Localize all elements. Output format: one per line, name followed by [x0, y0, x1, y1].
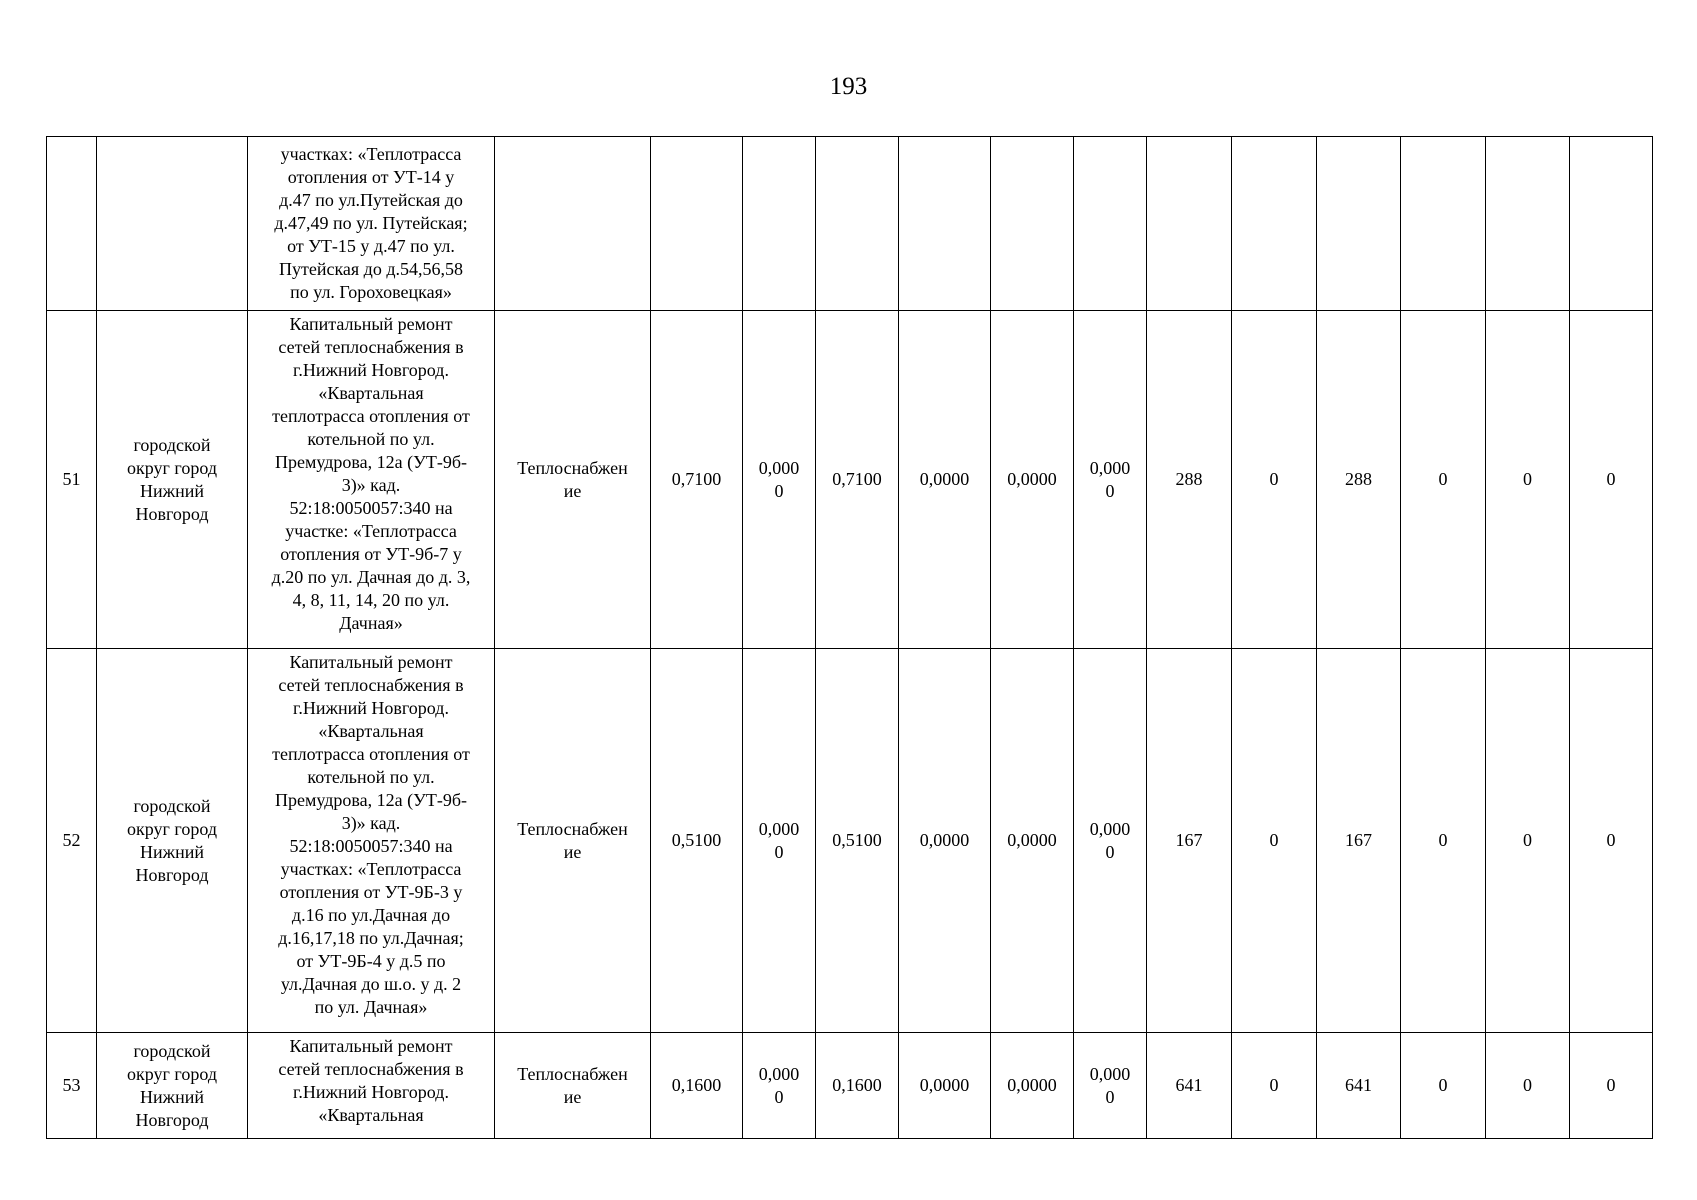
cell-text-line: Теплоснабжен: [517, 818, 628, 839]
cell-text-line: 0,000: [1089, 818, 1131, 839]
length-prior-cell: [743, 137, 816, 311]
length-plan-cell: [816, 649, 899, 1033]
cell-text-line: 288: [1345, 469, 1372, 489]
length-y2-cell: [991, 649, 1074, 1033]
cost-y2-cell: [1486, 311, 1570, 649]
project-table: [46, 136, 1653, 1139]
cell-text-line: участках: «Теплотрасса: [280, 859, 462, 879]
row-number-cell: [47, 1033, 97, 1139]
cell-text-line: 0: [1269, 469, 1279, 489]
cell-text-line: 52: [62, 830, 81, 850]
cell-text-line: 0,5100: [832, 830, 882, 850]
cell-text-line: 0,0000: [1007, 830, 1057, 850]
cost-total-cell: [1147, 137, 1232, 311]
cost-y1-cell: [1401, 649, 1486, 1033]
cell-text-line: 0: [774, 841, 784, 862]
cost-prior-cell: [1232, 137, 1317, 311]
row-number-cell: [47, 649, 97, 1033]
length-y3-cell: [1074, 137, 1147, 311]
cell-text-line: 0: [1606, 469, 1616, 489]
cell-text-line: «Квартальная: [318, 383, 424, 403]
cell-text-line: городской: [133, 1040, 211, 1061]
cell-text-line: отопления от УТ-9б-7 у: [280, 544, 462, 564]
cost-prior-cell: [1232, 649, 1317, 1033]
service-type-cell: [495, 311, 651, 649]
length-total-cell: [651, 137, 743, 311]
municipality-cell: [97, 311, 248, 649]
cell-text-line: д.47 по ул.Путейская до: [279, 190, 463, 210]
cell-text-line: от УТ-9Б-4 у д.5 по: [296, 951, 446, 971]
cell-text-line: 288: [1175, 469, 1203, 489]
cell-text-line: Капитальный ремонт: [289, 314, 453, 334]
length-total-cell: [651, 311, 743, 649]
cell-text-line: 0,5100: [671, 830, 722, 850]
cell-text-line: Нижний: [140, 841, 204, 862]
cell-text-line: 0,1600: [671, 1075, 722, 1095]
cell-text-line: 0: [1105, 1086, 1115, 1107]
cell-text-line: 641: [1175, 1075, 1203, 1095]
length-prior-cell: [743, 311, 816, 649]
cell-text-line: «Квартальная: [318, 1105, 424, 1125]
description-cell: [248, 137, 495, 311]
cost-y1-cell: [1401, 1033, 1486, 1139]
cell-text-line: Капитальный ремонт: [289, 652, 453, 672]
cell-text-line: ие: [563, 480, 582, 501]
cell-text-line: 0: [1606, 830, 1616, 850]
cost-y3-cell: [1570, 649, 1653, 1033]
service-type-cell: [495, 649, 651, 1033]
row-number-cell: [47, 137, 97, 311]
cell-text-line: отопления от УТ-14 у: [287, 167, 455, 187]
service-type-cell: [495, 1033, 651, 1139]
cell-text-line: д.16 по ул.Дачная до: [291, 905, 451, 925]
cell-text-line: 52:18:0050057:340 на: [289, 498, 453, 518]
cell-text-line: городской: [133, 795, 211, 816]
cell-text-line: округ город: [127, 1063, 217, 1084]
municipality-cell: [97, 649, 248, 1033]
description-cell: [248, 311, 495, 649]
cell-text-line: д.20 по ул. Дачная до д. 3,: [271, 567, 471, 587]
row-number-cell: [47, 311, 97, 649]
length-y1-cell: [899, 649, 991, 1033]
cell-text-line: ие: [563, 1086, 582, 1107]
length-total-cell: [651, 1033, 743, 1139]
length-prior-cell: [743, 1033, 816, 1139]
cost-y2-cell: [1486, 649, 1570, 1033]
length-plan-cell: [816, 1033, 899, 1139]
table-row: [47, 137, 1653, 311]
cell-text-line: 3)» кад.: [341, 475, 401, 495]
cell-text-line: 0,1600: [832, 1075, 882, 1095]
cell-text-line: ие: [563, 841, 582, 862]
length-y2-cell: [991, 311, 1074, 649]
cell-text-line: 0: [1269, 1075, 1279, 1095]
cost-total-cell: [1147, 1033, 1232, 1139]
cost-y1-cell: [1401, 311, 1486, 649]
cell-text-line: сетей теплоснабжения в: [278, 1059, 464, 1079]
cell-text-line: округ город: [127, 457, 217, 478]
cell-text-line: 0,0000: [919, 1075, 970, 1095]
cell-text-line: 0: [1523, 1075, 1532, 1095]
cell-text-line: Путейская до д.54,56,58: [278, 259, 464, 279]
cell-text-line: котельной по ул.: [307, 429, 435, 449]
cost-plan-cell: [1317, 1033, 1401, 1139]
cost-y3-cell: [1570, 137, 1653, 311]
cell-text-line: 0,7100: [832, 469, 882, 489]
cell-text-line: 0: [1523, 830, 1532, 850]
length-plan-cell: [816, 137, 899, 311]
cell-text-line: 53: [62, 1075, 81, 1095]
municipality-cell: [97, 1033, 248, 1139]
cell-text-line: 0: [1105, 841, 1115, 862]
cost-plan-cell: [1317, 649, 1401, 1033]
cell-text-line: 0: [774, 480, 784, 501]
cell-text-line: 0,000: [758, 457, 800, 478]
table-row: [47, 1033, 1653, 1139]
cell-text-line: Премудрова, 12а (УТ-9б-: [274, 790, 468, 810]
cell-text-line: по ул. Дачная»: [314, 997, 428, 1017]
cell-text-line: Нижний: [140, 1086, 204, 1107]
length-y1-cell: [899, 1033, 991, 1139]
cell-text-line: 0: [1523, 469, 1532, 489]
cell-text-line: Теплоснабжен: [517, 1063, 628, 1084]
cost-total-cell: [1147, 311, 1232, 649]
cell-text-line: 0,0000: [919, 830, 970, 850]
length-y1-cell: [899, 311, 991, 649]
cell-text-line: сетей теплоснабжения в: [278, 675, 464, 695]
cell-text-line: 0: [1438, 830, 1448, 850]
description-cell: [248, 649, 495, 1033]
cell-text-line: 0,000: [758, 1063, 800, 1084]
cell-text-line: округ город: [127, 818, 217, 839]
length-y2-cell: [991, 137, 1074, 311]
cost-y2-cell: [1486, 1033, 1570, 1139]
cost-y3-cell: [1570, 311, 1653, 649]
cell-text-line: 0: [1438, 469, 1448, 489]
length-total-cell: [651, 649, 743, 1033]
service-type-cell: [495, 137, 651, 311]
cell-text-line: 641: [1345, 1075, 1372, 1095]
page-number: 193: [829, 73, 868, 100]
cost-y1-cell: [1401, 137, 1486, 311]
cell-text-line: котельной по ул.: [307, 767, 435, 787]
cost-y2-cell: [1486, 137, 1570, 311]
cell-text-line: теплотрасса отопления от: [272, 406, 470, 426]
cell-text-line: участке: «Теплотрасса: [285, 521, 457, 541]
cell-text-line: 0,000: [1089, 457, 1131, 478]
cell-text-line: г.Нижний Новгород.: [293, 360, 449, 380]
cell-text-line: сетей теплоснабжения в: [278, 337, 464, 357]
cell-text-line: Дачная»: [339, 613, 403, 633]
cell-text-line: 51: [62, 469, 81, 489]
length-y1-cell: [899, 137, 991, 311]
cell-text-line: 0,0000: [919, 469, 970, 489]
cell-text-line: от УТ-15 у д.47 по ул.: [287, 236, 455, 256]
length-y3-cell: [1074, 311, 1147, 649]
length-plan-cell: [816, 311, 899, 649]
length-y3-cell: [1074, 649, 1147, 1033]
municipality-cell: [97, 137, 248, 311]
cell-text-line: Новгород: [135, 503, 209, 524]
cell-text-line: 0,0000: [1007, 469, 1057, 489]
length-y3-cell: [1074, 1033, 1147, 1139]
cost-total-cell: [1147, 649, 1232, 1033]
cell-text-line: Премудрова, 12а (УТ-9б-: [274, 452, 468, 472]
cell-text-line: отопления от УТ-9Б-3 у: [279, 882, 463, 902]
cost-prior-cell: [1232, 311, 1317, 649]
cell-text-line: 3)» кад.: [341, 813, 401, 833]
cell-text-line: г.Нижний Новгород.: [293, 1082, 449, 1102]
cell-text-line: Теплоснабжен: [517, 457, 628, 478]
cell-text-line: городской: [133, 434, 211, 455]
cell-text-line: 0: [1438, 1075, 1448, 1095]
cell-text-line: 0: [1105, 480, 1115, 501]
cell-text-line: по ул. Гороховецкая»: [290, 282, 452, 302]
cost-y3-cell: [1570, 1033, 1653, 1139]
cost-prior-cell: [1232, 1033, 1317, 1139]
cell-text-line: 0: [1606, 1075, 1616, 1095]
length-prior-cell: [743, 649, 816, 1033]
cell-text-line: ул.Дачная до ш.о. у д. 2: [280, 974, 462, 994]
cell-text-line: г.Нижний Новгород.: [293, 698, 449, 718]
cell-text-line: теплотрасса отопления от: [272, 744, 470, 764]
cell-text-line: Новгород: [135, 1109, 209, 1130]
cell-text-line: д.47,49 по ул. Путейская;: [274, 213, 468, 233]
cell-text-line: 0: [1269, 830, 1279, 850]
cell-text-line: 0,7100: [671, 469, 722, 489]
table-row: [47, 649, 1653, 1033]
cell-text-line: 52:18:0050057:340 на: [289, 836, 453, 856]
cell-text-line: 167: [1345, 830, 1372, 850]
description-cell: [248, 1033, 495, 1139]
cell-text-line: участках: «Теплотрасса: [280, 144, 462, 164]
cell-text-line: 0,0000: [1007, 1075, 1057, 1095]
cost-plan-cell: [1317, 311, 1401, 649]
cell-text-line: 4, 8, 11, 14, 20 по ул.: [292, 590, 450, 610]
cost-plan-cell: [1317, 137, 1401, 311]
cell-text-line: 167: [1175, 830, 1203, 850]
cell-text-line: 0,000: [1089, 1063, 1131, 1084]
cell-text-line: Капитальный ремонт: [289, 1036, 453, 1056]
cell-text-line: Нижний: [140, 480, 204, 501]
cell-text-line: «Квартальная: [318, 721, 424, 741]
table-row: [47, 311, 1653, 649]
cell-text-line: 0,000: [758, 818, 800, 839]
length-y2-cell: [991, 1033, 1074, 1139]
cell-text-line: Новгород: [135, 864, 209, 885]
cell-text-line: 0: [774, 1086, 784, 1107]
cell-text-line: д.16,17,18 по ул.Дачная;: [278, 928, 464, 948]
